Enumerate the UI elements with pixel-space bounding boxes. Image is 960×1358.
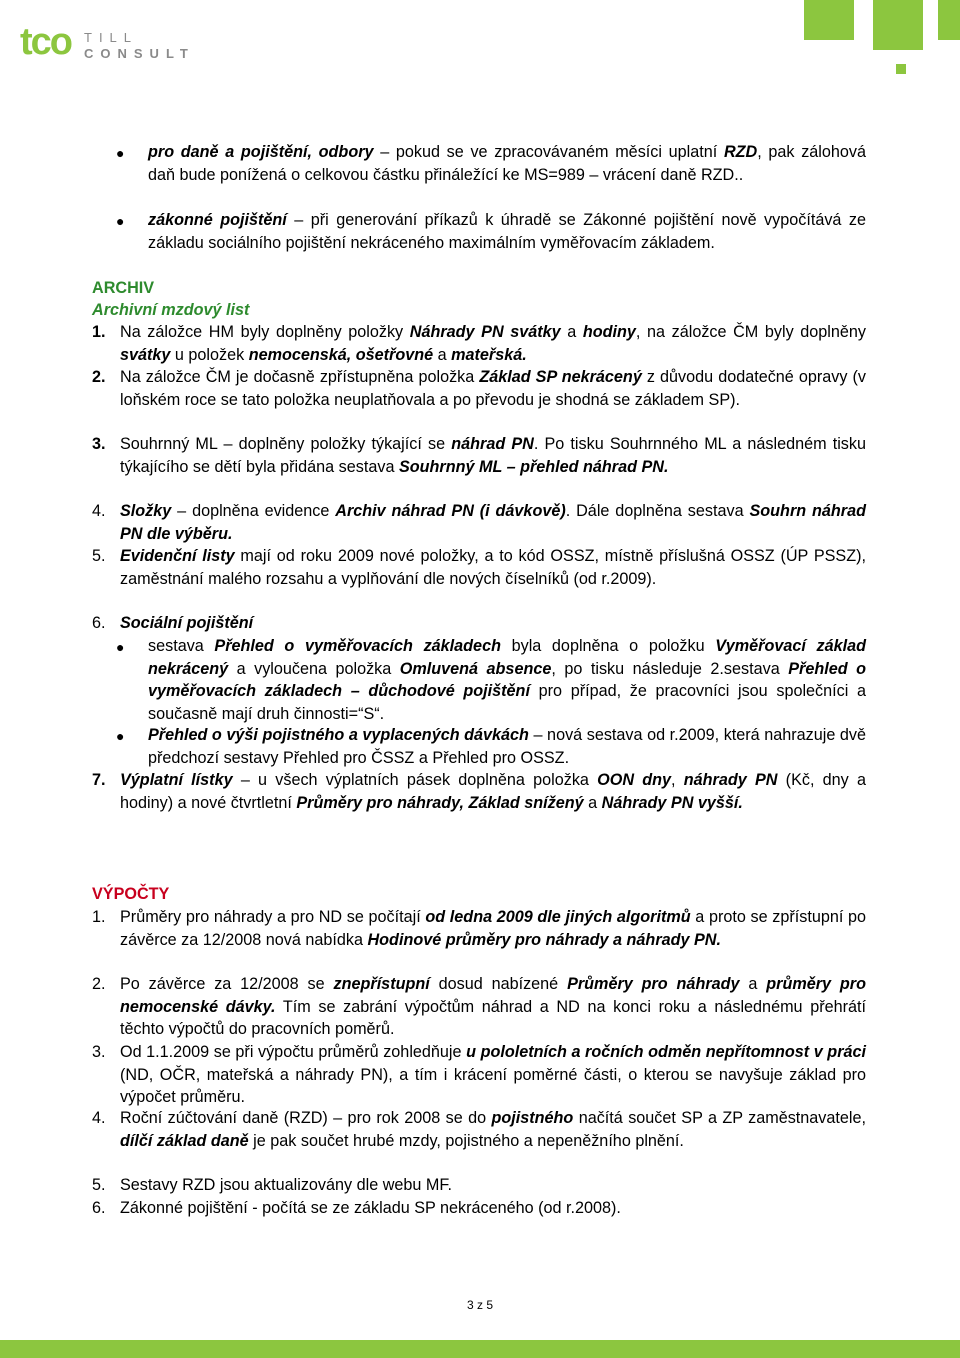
vypocty-item-3: Od 1.1.2009 se při výpočtu průměrů zohledňuje u pololetních a ročních odměn nepřítomnost v práci (ND, OČR, mateřská a náhrady PN), a tím i krácení poměrné části, o kterou se navyšuje základ pro výpočet průměru. [120,1043,867,1106]
list-number: 1. [92,908,106,926]
list-number: 4. [92,1109,106,1127]
intro-bullet-2: zákonné pojištění – při generování příkazů k úhradě se Zákonné pojištění nově vypočítává ze základu sociálního pojištění nekráceného maximálním vyměřovacím základem. [148,211,866,252]
list-number: 4. [92,502,106,520]
bullet-icon: ● [116,639,125,655]
intro-bullet-1: pro daně a pojištění, odbory – pokud se ve zpracovávaném měsíci uplatní RZD, pak zálohová daň bude ponížená o celkovou částku přináležící ke MS=989 – vrácení daně RZD.. [148,143,867,184]
list-number: 7. [92,771,106,789]
list-number: 6. [92,1199,106,1217]
sub-bullet-1: sestava Přehled o vyměřovacích základech byla doplněna o položku Vyměřovací základ nekrácený a vyloučena položka Omluvená absence, po tisku následuje 2.sestava Přehled o vyměřovacích základech – důchodové pojištění pro případ, že pracovníci jsou společníci a současně mají druh činnosti=“S“. [148,637,867,723]
archiv-item-2: Na záložce ČM je dočasně zpřístupněna položka Základ SP nekrácený z důvodu dodatečné opravy (v loňském roce se tato položka neuplatňovala a po převodu je shodná se základem SP). [120,368,866,409]
company-logo: tco [20,21,71,63]
list-number: 2. [92,368,106,386]
page-number: 3 z 5 [466,1298,493,1312]
archiv-item-7: Výplatní lístky – u všech výplatních pásek doplněna položka OON dny, náhrady PN (Kč, dny a hodiny) a nové čtvrtletní Průměry pro náhrady, Základ snížený a Náhrady PN vyšší. [120,771,867,812]
section-heading-archiv: ARCHIV [92,279,155,297]
decor-square [804,0,854,40]
list-number: 5. [92,1176,106,1194]
vypocty-item-4: Roční zúčtování daně (RZD) – pro rok 2008 se do pojistného načítá součet SP a ZP zaměstnavatele, dílčí základ daně je pak součet hrubé mzdy, pojistného a nepeněžního plnění. [120,1109,866,1150]
section-heading-vypocty: VÝPOČTY [92,885,170,903]
list-number: 5. [92,547,106,565]
vypocty-item-1: Průměry pro náhrady a pro ND se počítají od ledna 2009 dle jiných algoritmů a proto se zpřístupní po závěrce za 12/2008 nová nabídka Hodinové průměry pro náhrady a náhrady PN. [120,908,866,949]
subheading-archivni-ml: Archivní mzdový list [92,301,250,319]
logo-consult-text: CONSULT [84,46,195,61]
logo-till-text: TILL [84,30,139,45]
bullet-icon: ● [116,145,125,161]
bullet-icon: ● [116,728,125,744]
archiv-item-5: Evidenční listy mají od roku 2009 nové položky, a to kód OSSZ, místně příslušná OSSZ (ÚP PSSZ), zaměstnání malého rozsahu a vyplňování dle nových číselníků (od r.2009). [120,547,866,588]
vypocty-item-6: Zákonné pojištění - počítá se ze základu SP nekráceného (od r.2008). [120,1199,621,1217]
footer-bar [0,1340,960,1358]
decor-square [896,64,906,74]
list-number: 3. [92,435,106,453]
archiv-item-4: Složky – doplněna evidence Archiv náhrad PN (i dávkově). Dále doplněna sestava Souhrn náhrad PN dle výběru. [120,502,866,543]
bullet-icon: ● [116,213,125,229]
archiv-item-6: Sociální pojištění [120,614,254,632]
list-number: 3. [92,1043,106,1061]
list-number: 2. [92,975,106,993]
vypocty-item-2: Po závěrce za 12/2008 se znepřístupní dosud nabízené Průměry pro náhrady a průměry pro nemocenské dávky. Tím se zabrání výpočtům náhrad a ND na konci roku a následnému přehrátí těchto výpočtů do pracovních poměrů. [120,975,866,1038]
decor-square [938,0,960,40]
page-header [0,0,960,80]
vypocty-item-5: Sestavy RZD jsou aktualizovány dle webu MF. [120,1176,452,1194]
list-number: 1. [92,323,106,341]
sub-bullet-2: Přehled o výši pojistného a vyplacených dávkách – nová sestava od r.2009, která nahrazuje dvě předchozí sestavy Přehled pro ČSSZ a Přehled pro OSSZ. [148,726,866,767]
archiv-item-1: Na záložce HM byly doplněny položky Náhrady PN svátky a hodiny, na záložce ČM byly doplněny svátky u položek nemocenská, ošetřovné a mateřská. [120,323,866,364]
decor-square [873,0,923,50]
list-number: 6. [92,614,106,632]
archiv-item-3: Souhrnný ML – doplněny položky týkající se náhrad PN. Po tisku Souhrnného ML a následném tisku týkajícího se dětí byla přidána sestava Souhrnný ML – přehled náhrad PN. [120,435,866,476]
